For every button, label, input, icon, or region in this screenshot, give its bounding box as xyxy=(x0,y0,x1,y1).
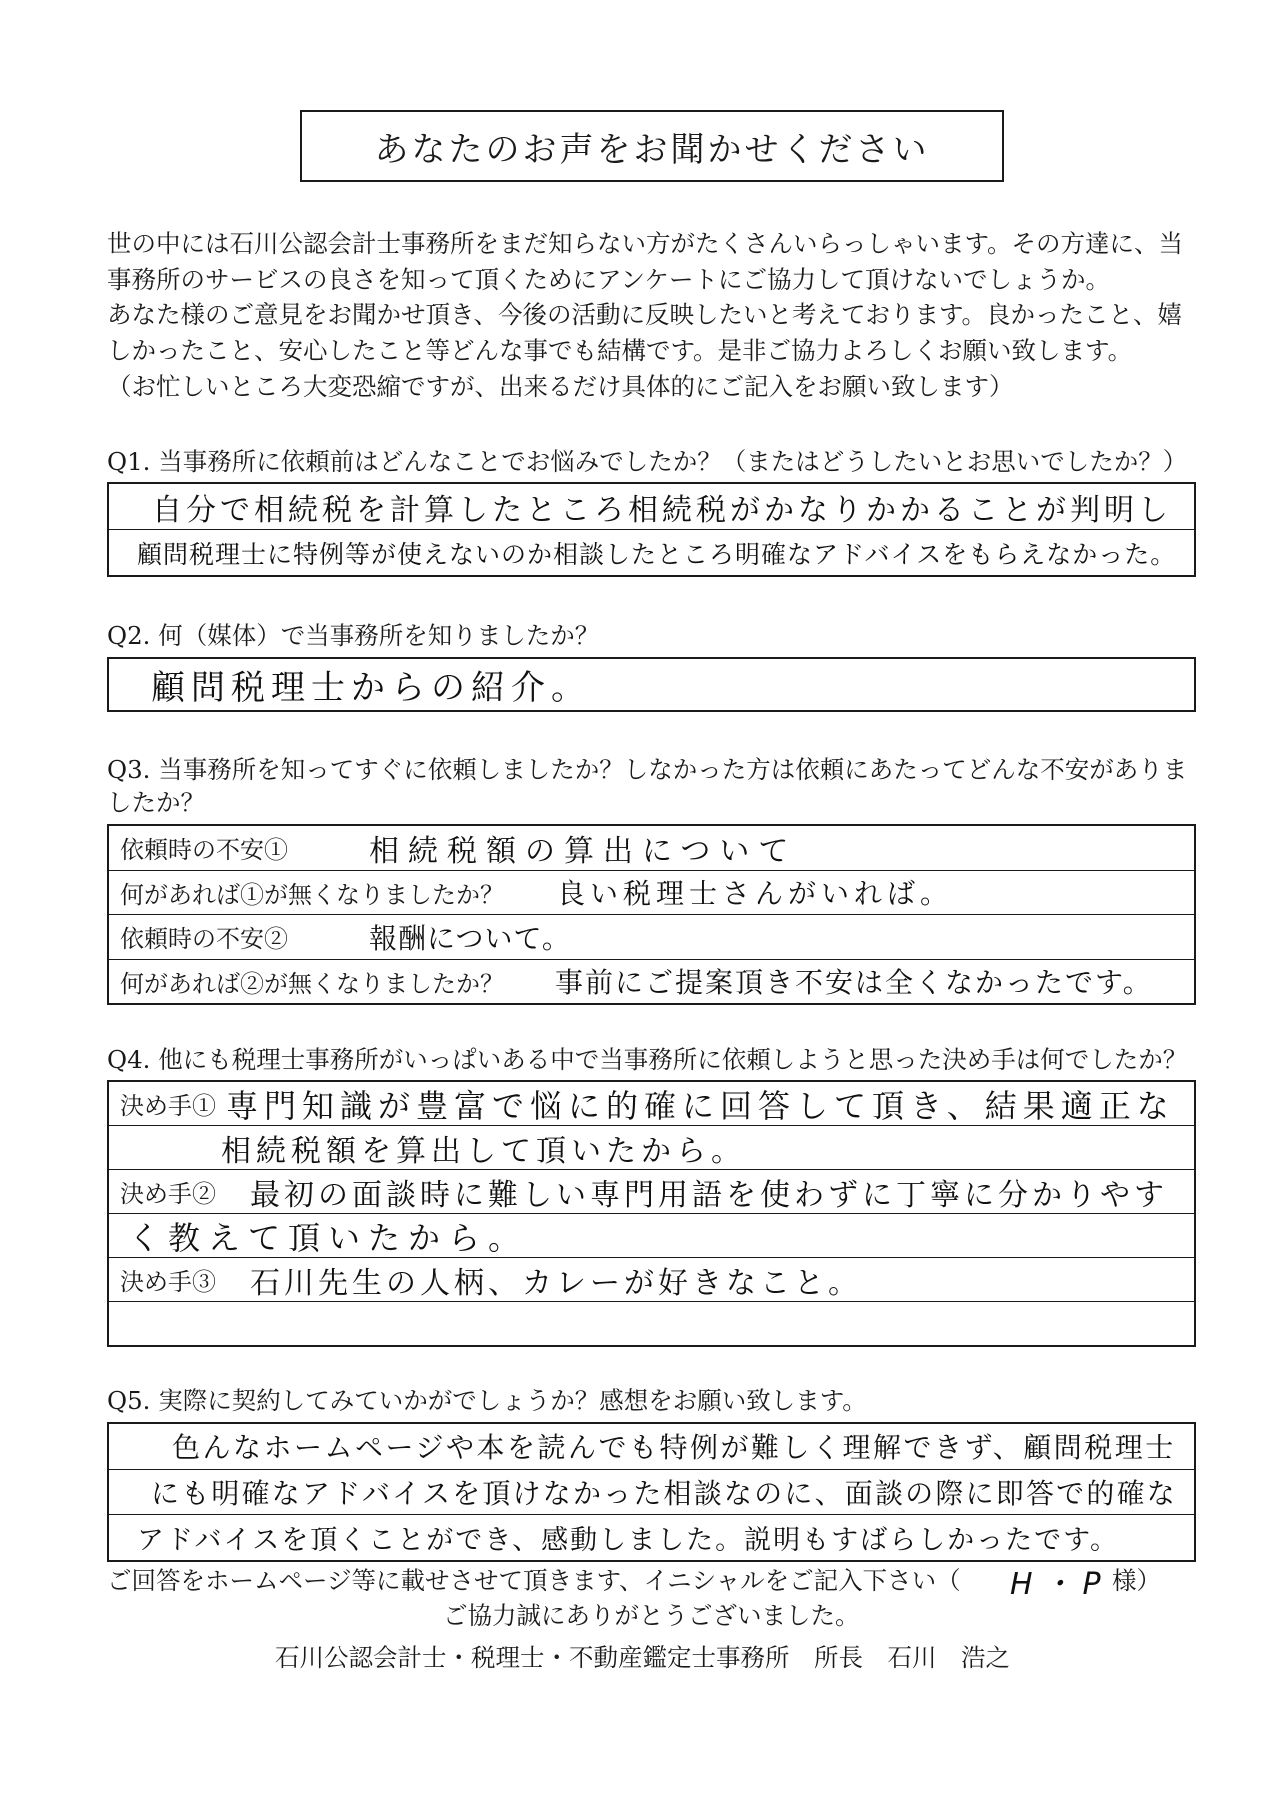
q4-reason-1-answer-line-1: 専門知識が豊富で悩に的確に回答して頂き、結果適正な xyxy=(226,1086,1175,1125)
q4-row xyxy=(109,1213,1194,1257)
footer-initial-handwritten: H・P xyxy=(1010,1567,1111,1602)
q5-answer-line-2: にも明確なアドバイスを頂けなかった相談なのに、面談の際に即答で的確な xyxy=(151,1477,1177,1510)
q4-row xyxy=(109,1257,1194,1301)
q4-reason-3-answer-line-1: 石川先生の人柄、カレーが好きなこと。 xyxy=(250,1265,862,1301)
intro-line-2: 事務所のサービスの良さを知って頂くためにアンケートにご協力して頂けないでしょうか。 xyxy=(107,265,1111,294)
q5-answer-row xyxy=(109,1514,1194,1560)
q3-label-concern-2: 依頼時の不安② xyxy=(120,925,288,954)
q3-question-line-2: したか？ xyxy=(107,788,205,817)
q1-answer-row xyxy=(109,484,1194,529)
q4-row xyxy=(109,1125,1194,1169)
q3-answer-resolution-2: 事前にご提案頂き不安は全くなかったです。 xyxy=(555,966,1153,1000)
q4-reason-1-label: 決め手① xyxy=(120,1092,216,1120)
q3-answer-concern-1: 相続税額の算出について xyxy=(369,833,798,869)
q5-answer-row xyxy=(109,1469,1194,1515)
q3-row-resolution-1 xyxy=(109,870,1194,915)
q3-question-line-1: Q3. 当事務所を知ってすぐに依頼しましたか？しなかった方は依頼にあたってどんな不安がありま xyxy=(107,755,1188,784)
q4-row xyxy=(109,1169,1194,1213)
q3-label-concern-1: 依頼時の不安① xyxy=(120,836,288,865)
q3-row-resolution-2 xyxy=(109,959,1194,1004)
q3-label-resolution-2: 何があれば②が無くなりましたか？ xyxy=(120,969,504,998)
footer-honorific: 様） xyxy=(1112,1566,1161,1595)
q1-answer-box xyxy=(107,482,1196,577)
title-box xyxy=(300,110,1004,182)
q3-answer-resolution-1: 良い税理士さんがいれば。 xyxy=(557,877,954,911)
q3-table xyxy=(107,824,1196,1005)
q3-row-concern-1 xyxy=(109,826,1194,870)
q4-table xyxy=(107,1080,1196,1347)
q2-answer: 顧問税理士からの紹介。 xyxy=(151,668,591,708)
q4-row-empty xyxy=(109,1301,1194,1345)
q2-question: Q2. 何（媒体）で当事務所を知りましたか？ xyxy=(107,621,600,650)
intro-line-1: 世の中には石川公認会計士事務所をまだ知らない方がたくさんいらっしゃいます。その方達に、当 xyxy=(107,229,1184,258)
q2-answer-row xyxy=(109,659,1194,710)
q2-answer-box xyxy=(107,657,1196,712)
q1-answer-line-2: 顧問税理士に特例等が使えないのか相談したところ明確なアドバイスをもらえなかった。 xyxy=(137,539,1177,569)
page-title: あなたのお声をお聞かせください xyxy=(374,129,930,170)
q4-reason-2-answer-line-2: く教えて頂いたから。 xyxy=(128,1218,529,1257)
q1-question: Q1. 当事務所に依頼前はどんなことでお悩みでしたか？（またはどうしたいとお思いでしたか？） xyxy=(107,447,1188,476)
footer-initial-prompt: ご回答をホームページ等に載せさせて頂きます、イニシャルをご記入下さい（ xyxy=(107,1566,961,1595)
q1-answer-row xyxy=(109,529,1194,575)
intro-line-3: あなた様のご意見をお聞かせ頂き、今後の活動に反映したいと考えております。良かったこと、嬉 xyxy=(107,300,1183,329)
q3-answer-concern-2: 報酬について。 xyxy=(369,921,571,955)
q1-answer-line-1: 自分で相続税を計算したところ相続税がかなりかかることが判明し xyxy=(152,492,1172,528)
q4-reason-2-label: 決め手② xyxy=(120,1180,216,1208)
q4-reason-1-answer-line-2: 相続税額を算出して頂いたから。 xyxy=(221,1133,746,1169)
q5-question: Q5. 実際に契約してみていかがでしょうか？感想をお願い致します。 xyxy=(107,1386,867,1415)
q5-answer-line-3: アドバイスを頂くことができ、感動しました。説明もすばらしかったです。 xyxy=(137,1525,1119,1557)
q5-answer-row xyxy=(109,1424,1194,1469)
footer-office: 石川公認会計士・税理士・不動産鑑定士事務所 所長 石川 浩之 xyxy=(275,1643,1010,1672)
q5-answer-box xyxy=(107,1422,1196,1562)
q4-reason-3-label: 決め手③ xyxy=(120,1268,216,1296)
q5-answer-line-1: 色んなホームページや本を読んでも特例が難しく理解できず、顧問税理士 xyxy=(172,1431,1176,1465)
q4-row xyxy=(109,1082,1194,1125)
footer-thanks: ご協力誠にありがとうございました。 xyxy=(443,1601,860,1630)
intro-line-4: しかったこと、安心したこと等どんな事でも結構です。是非ご協力よろしくお願い致します。 xyxy=(107,336,1133,365)
q4-reason-2-answer-line-1: 最初の面談時に難しい専門用語を使わずに丁寧に分かりやす xyxy=(250,1177,1168,1213)
q4-question: Q4. 他にも税理士事務所がいっぱいある中で当事務所に依頼しようと思った決め手は何でしたか？ xyxy=(107,1045,1188,1074)
q3-row-concern-2 xyxy=(109,914,1194,959)
intro-line-5: （お忙しいところ大変恐縮ですが、出来るだけ具体的にご記入をお願い致します） xyxy=(107,372,1014,401)
q3-label-resolution-1: 何があれば①が無くなりましたか？ xyxy=(120,880,504,909)
